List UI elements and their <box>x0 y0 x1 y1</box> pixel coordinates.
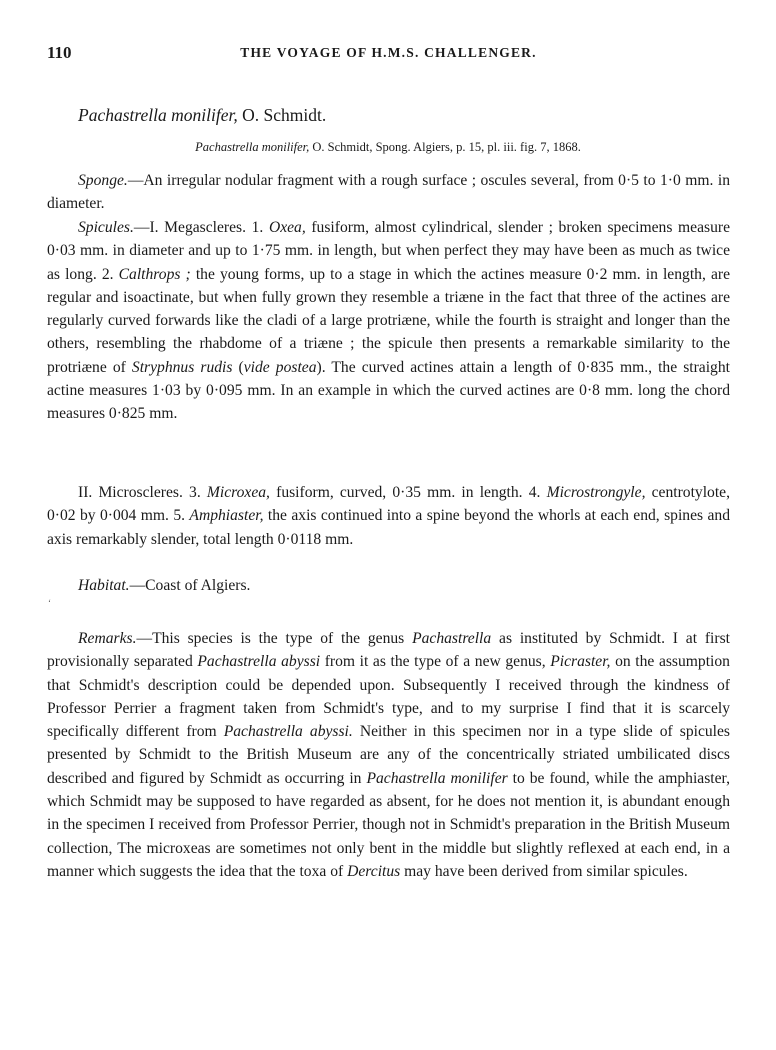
remarks-text-3: from it as the type of a new genus, <box>320 653 551 671</box>
remarks-section <box>47 627 730 883</box>
species-name: Pachastrella monilifer, <box>78 105 238 125</box>
microscleres-text-1: II. Microscleres. 3. <box>78 484 207 501</box>
spicules-paragraph <box>47 216 730 426</box>
print-speck: ‘ <box>48 598 51 608</box>
citation-text: O. Schmidt, Spong. Algiers, p. 15, pl. iii. fig. 7, 1868. <box>312 140 581 154</box>
habitat-paragraph <box>47 574 730 597</box>
sponge-paragraph <box>47 169 730 216</box>
habitat-label: Habitat. <box>78 577 130 594</box>
spicules-stryphnus: Stryphnus rudis <box>131 358 233 376</box>
habitat-text: —Coast of Algiers. <box>129 577 251 594</box>
page-header <box>47 43 730 65</box>
remarks-monilifer: Pachastrella monilifer <box>366 769 508 787</box>
remarks-text-6: to be found, while the amphiaster, which Schmidt may be supposed to have regarded as absent, for he does not mention it, is abundant enough in the specimen I received from Professor Perrier, though not in Schmidt's preparation in the British Museum collection, The microxeas are sometimes not only bent in the middle but slightly reflexed at each end, in a manner which suggests the idea that the toxa of <box>47 769 730 880</box>
remarks-abyssi-1: Pachastrella abyssi <box>197 653 321 671</box>
page-number: 110 <box>47 43 72 62</box>
remarks-pachastrella: Pachastrella <box>412 630 492 647</box>
remarks-abyssi-2: Pachastrella abyssi. <box>223 723 353 741</box>
sponge-section <box>47 169 730 216</box>
spicules-oxea: Oxea, <box>268 219 306 236</box>
spicules-section <box>47 216 730 426</box>
remarks-paragraph <box>47 627 730 883</box>
remarks-text-2: as instituted by Schmidt. I at first provisionally separated <box>47 630 730 671</box>
running-head: THE VOYAGE OF H.M.S. CHALLENGER. <box>240 45 537 60</box>
microscleres-paragraph <box>47 481 730 551</box>
sponge-text: —An irregular nodular fragment with a rough surface ; oscules several, from 0·5 to 1·0 mm. in diameter. <box>47 172 730 213</box>
spicules-calthrops: Calthrops ; <box>118 265 191 283</box>
spicules-text-3: the young forms, up to a stage in which the actines measure 0·2 mm. in length, are regular and isoactinate, but when fully grown they resemble a triæne in the fact that three of the actines are regularly curved forwards like the cladi of a large protriæne, while the fourth is straight and longer than the others, resembling the rhabdome of a triæne ; the spicule then presents a remarkable similarity to the protriæne of <box>47 265 730 376</box>
spicules-text-2: fusiform, almost cylindrical, slender ; broken specimens measure 0·03 mm. in diameter and up to 1·75 mm. in length, but when perfect they may have been as much as twice as long. 2. <box>47 219 730 283</box>
habitat-section <box>47 574 730 597</box>
remarks-text-4: on the assumption that Schmidt's description could be depended upon. Subsequently I received through the kindness of Professor Perrier a fragment taken from Schmidt's type, and to my surprise I find that it is scarcely specifically different from <box>47 653 730 741</box>
species-author: O. Schmidt. <box>242 105 327 125</box>
spicules-text-1: —I. Megascleres. 1. <box>133 219 269 236</box>
species-citation <box>0 140 776 155</box>
remarks-label: Remarks. <box>78 630 137 647</box>
citation-name: Pachastrella monilifer, <box>195 140 310 154</box>
remarks-text-1: —This species is the type of the genus <box>136 630 413 647</box>
spicules-vide-postea: vide postea <box>243 358 317 376</box>
spicules-label: Spicules. <box>78 219 134 236</box>
remarks-picraster: Picraster, <box>550 653 611 671</box>
sponge-label: Sponge. <box>78 172 128 189</box>
species-heading <box>78 105 326 126</box>
microscleres-section <box>47 481 730 551</box>
remarks-dercitus: Dercitus <box>347 862 401 880</box>
microscleres-microxea: Microxea, <box>206 484 270 501</box>
microscleres-text-2: fusiform, curved, 0·35 mm. in length. 4. <box>269 484 547 501</box>
remarks-text-7: may have been derived from similar spicules. <box>400 862 688 880</box>
microscleres-text-3: centrotylote, 0·02 by 0·004 mm. 5. <box>47 484 730 525</box>
remarks-text-5: Neither in this specimen nor in a type slide of spicules presented by Schmidt to the British Museum are any of the concentrically striated umbilicated discs described and figured by Schmidt as occurring in <box>47 723 730 787</box>
microscleres-text-4: the axis continued into a spine beyond the whorls at each end, spines and axis remarkably slender, total length 0·0118 mm. <box>47 507 731 548</box>
microscleres-microstrongyle: Microstrongyle, <box>546 484 646 501</box>
microscleres-amphiaster: Amphiaster, <box>189 507 264 525</box>
spicules-text-4: ( <box>232 358 244 376</box>
spicules-text-5: ). The curved actines attain a length of 0·835 mm., the straight actine measures 1·03 by 0·095 mm. In an example in which the curved actines are 0·8 mm. long the chord measures 0·825 mm. <box>47 358 730 423</box>
